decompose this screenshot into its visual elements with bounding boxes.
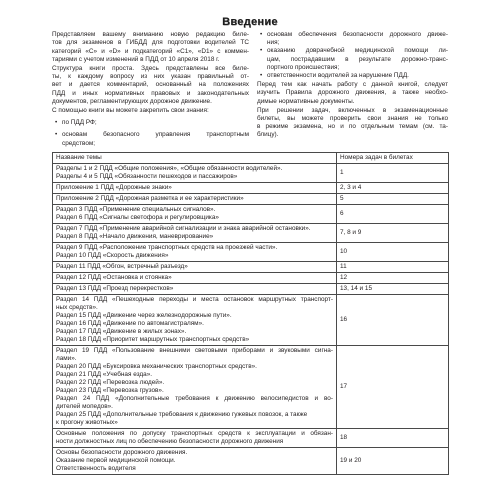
topic-line: Раздел 23 ПДД «Перевозка грузов». — [56, 387, 164, 394]
topic-line: Разделы 4 и 5 ПДД «Обязанности пешеходов и пассажиров» — [56, 173, 238, 180]
table-row — [53, 183, 449, 194]
text-line: • оказанию доврачебной медицинской помощи ли- — [267, 47, 448, 55]
table-row — [53, 448, 449, 475]
topic-cell — [53, 295, 337, 346]
topic-cell — [53, 194, 337, 205]
bullet-item — [257, 31, 448, 47]
bullet-item — [257, 47, 448, 72]
table-header-tasks: Номера задач в билетах — [337, 153, 449, 164]
text-line: тов для экзаменов в ГИБДД для подготовки водителей ТС — [52, 39, 249, 47]
table-row — [53, 429, 449, 448]
topic-line: Раздел 20 ПДД «Буксировка механических транспортных средств». — [56, 363, 257, 370]
text-line: ПДД и иных нормативных правовых и законодательных — [52, 89, 249, 97]
topic-line: Раздел 12 ПДД «Остановка и стоянка» — [56, 274, 172, 281]
tasks-cell: 2, 3 и 4 — [337, 183, 449, 194]
topic-cell — [53, 284, 337, 295]
topic-line: ности должностных лиц по обеспечению безопасности дорожного движения — [56, 438, 284, 445]
table-row — [53, 346, 449, 429]
intro-bullet-list — [257, 31, 448, 80]
intro-paragraphs — [257, 81, 448, 139]
tasks-cell: 5 — [337, 194, 449, 205]
text-line: • ответственности водителей за нарушение ПДД. — [267, 72, 409, 80]
tasks-cell: 1 — [337, 164, 449, 183]
topic-cell — [53, 273, 337, 284]
table-row — [53, 262, 449, 273]
intro-paragraph — [257, 107, 448, 140]
text-line: средством; — [62, 139, 96, 147]
table-header-topic: Название темы — [53, 153, 337, 164]
tasks-cell: 12 — [337, 273, 449, 284]
table-row — [53, 224, 449, 243]
tasks-cell: 16 — [337, 295, 449, 346]
text-line: ты, к каждому вопросу из них указан правильный от- — [52, 73, 249, 81]
topic-line: Раздел 22 ПДД «Перевозка людей». — [56, 379, 165, 386]
intro-paragraph — [52, 65, 249, 107]
table-row — [53, 243, 449, 262]
topic-line: лами». — [56, 355, 77, 362]
text-line: • основам обеспечения безопасности дорожного движе- — [267, 31, 448, 38]
topic-cell — [53, 224, 337, 243]
table-body — [53, 164, 449, 475]
text-line: • по ПДД РФ; — [62, 119, 97, 127]
topic-line: Раздел 19 ПДД «Пользование внешними световыми приборами и звуковыми сигна- — [56, 347, 333, 354]
intro-bullet-list — [52, 119, 249, 148]
topic-line: Раздел 24 ПДД «Дополнительные требования к движению велосипедистов и во- — [56, 395, 333, 402]
intro-paragraph — [52, 31, 249, 65]
text-line: документов, регламентирующих дорожное движение. — [52, 98, 212, 106]
topics-table — [52, 152, 449, 475]
intro-paragraphs — [52, 31, 249, 115]
text-line: блицу). — [257, 131, 279, 139]
text-line: Структура книги проста. Здесь представлены все биле- — [52, 64, 249, 72]
tasks-cell: 11 — [337, 262, 449, 273]
topic-line: Раздел 15 ПДД «Движение через железнодорожные пути». — [56, 312, 232, 319]
topic-cell — [53, 448, 337, 475]
topic-line: Приложение 2 ПДД «Дорожная разметка и ее характеристики» — [56, 195, 244, 202]
tasks-cell: 17 — [337, 346, 449, 429]
topic-line: Раздел 9 ПДД «Расположение транспортных средств на проезжей части». — [56, 244, 278, 251]
tasks-cell: 6 — [337, 205, 449, 224]
topic-cell — [53, 429, 337, 448]
text-line: Представляем вашему вниманию новую редакцию биле- — [52, 31, 249, 38]
topic-line: Раздел 10 ПДД «Скорость движения» — [56, 252, 169, 259]
topic-cell — [53, 262, 337, 273]
intro-left-column — [52, 31, 249, 148]
topic-cell — [53, 243, 337, 262]
text-line: в режиме экзамена, но и по отдельным темам (см. та- — [257, 123, 448, 131]
text-line: ния; — [267, 39, 280, 47]
topic-cell — [53, 164, 337, 183]
topic-line: Раздел 8 ПДД «Начало движения, маневрирование» — [56, 233, 214, 240]
topic-line: Раздел 3 ПДД «Применение специальных сигналов». — [56, 206, 216, 213]
text-line: тариями с учетом изменений в ПДД от 10 апреля 2018 г. — [52, 56, 220, 64]
text-line: категорий «С» и «D» и подкатегорий «C1», «D1» с коммен- — [52, 47, 249, 55]
topic-cell — [53, 205, 337, 224]
topic-line: Раздел 25 ПДД «Дополнительные требования к движению гужевых повозок, а также — [56, 411, 308, 418]
topic-line: Раздел 18 ПДД «Приоритет маршрутных транспортных средств» — [56, 336, 250, 343]
topic-line: Раздел 13 ПДД «Проезд перекрестков» — [56, 285, 174, 292]
tasks-cell: 13, 14 и 15 — [337, 284, 449, 295]
tasks-cell: 18 — [337, 429, 449, 448]
intro-paragraph — [52, 107, 249, 115]
text-line: Перед тем как начать работу с данной книгой, следует — [257, 81, 448, 89]
text-line: изучить Правила дорожного движения, а также необхо- — [257, 89, 448, 97]
text-line: билеты, вы можете проверить свои знания не только — [257, 115, 448, 123]
topic-line: к прогону животных» — [56, 419, 118, 426]
tasks-cell: 19 и 20 — [337, 448, 449, 475]
topic-line: Раздел 7 ПДД «Применение аварийной сигнализации и знака аварийной остановки». — [56, 225, 311, 232]
topic-line: ных средств». — [56, 304, 98, 311]
intro-paragraph — [257, 81, 448, 106]
text-line: При решении задач, включенных в экзаменационные — [257, 106, 448, 114]
text-line: С помощью книги вы можете закрепить свои знания: — [52, 106, 209, 114]
topic-line: Разделы 1 и 2 ПДД «Общие положения», «Общие обязанности водителей». — [56, 165, 283, 172]
tasks-cell: 7, 8 и 9 — [337, 224, 449, 243]
topic-line: Раздел 11 ПДД «Обгон, встречный разъезд» — [56, 263, 188, 270]
topic-cell — [53, 183, 337, 194]
tasks-cell: 10 — [337, 243, 449, 262]
table-row — [53, 295, 449, 346]
topic-line: дителей мопедов». — [56, 403, 113, 410]
topic-line: Основы безопасности дорожного движения. — [56, 449, 188, 456]
topic-line: Раздел 17 ПДД «Движение в жилых зонах». — [56, 328, 187, 335]
table-row — [53, 205, 449, 224]
text-line: • основам безопасного управления транспортным — [62, 131, 249, 139]
topic-line: Оказание первой медицинской помощи. — [56, 457, 176, 464]
bullet-item — [257, 72, 448, 80]
topic-cell — [53, 346, 337, 429]
topic-line: Раздел 21 ПДД «Учебная езда». — [56, 371, 153, 378]
table-row — [53, 273, 449, 284]
table-row — [53, 284, 449, 295]
topic-line: Приложение 1 ПДД «Дорожные знаки» — [56, 184, 172, 191]
topic-line: Раздел 6 ПДД «Сигналы светофора и регулировщика» — [56, 214, 219, 221]
bullet-item — [52, 131, 249, 148]
page-title: Введение — [222, 16, 278, 28]
text-line: вет и дается комментарий, основанный на положениях — [52, 81, 249, 89]
intro-right-column — [257, 31, 448, 140]
topic-line: Основные положения по допуску транспортных средств к эксплуатации и обязан- — [56, 430, 333, 437]
bullet-item — [52, 119, 249, 127]
text-line: портного происшествия; — [267, 63, 340, 71]
table-row — [53, 194, 449, 205]
table-header — [53, 153, 449, 164]
text-line: димые нормативные документы. — [257, 97, 355, 105]
table-header-row — [53, 153, 449, 164]
topic-line: Ответственность водителя — [56, 465, 136, 472]
topic-line: Раздел 16 ПДД «Движение по автомагистралям». — [56, 320, 204, 327]
topic-line: Раздел 14 ПДД «Пешеходные переходы и места остановок маршрутных транспорт- — [56, 296, 333, 303]
table-row — [53, 164, 449, 183]
text-line: цам, пострадавшим в результате дорожно-транс- — [267, 55, 448, 63]
